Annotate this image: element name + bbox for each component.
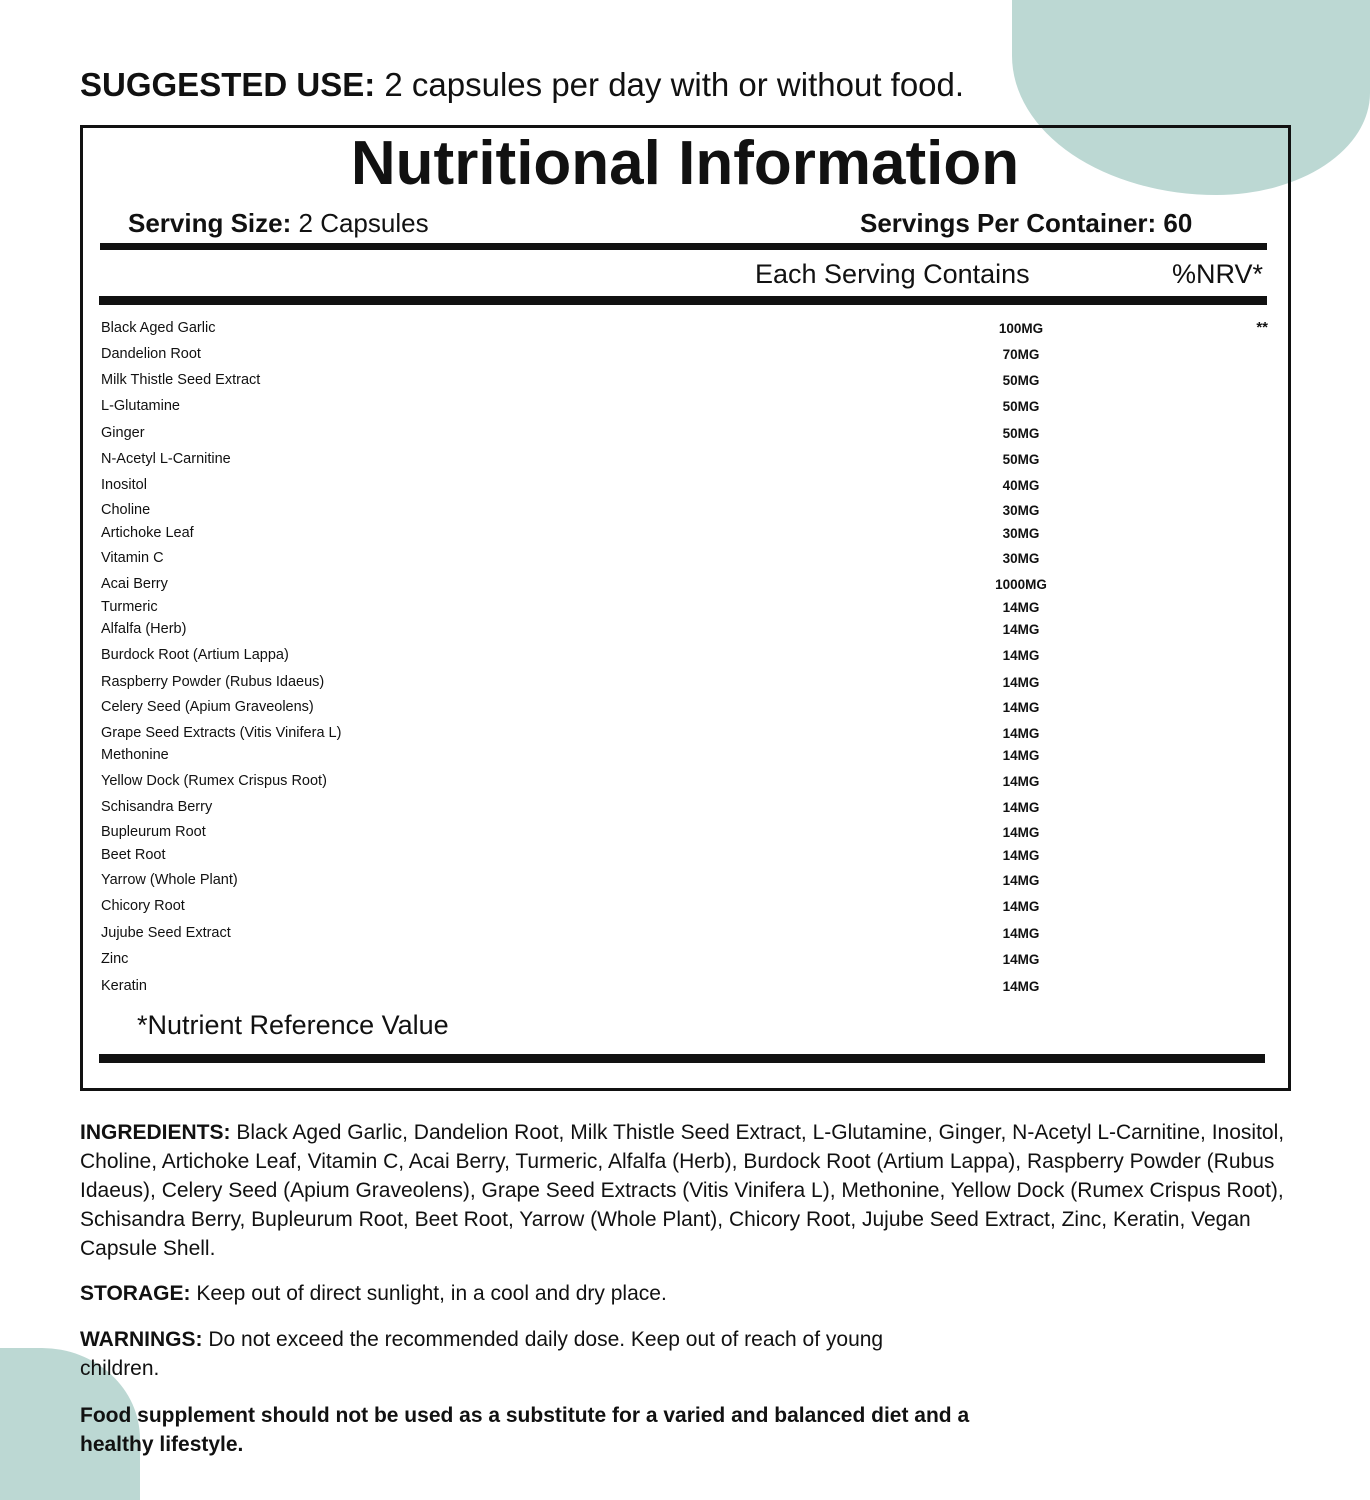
nutrient-name: N-Acetyl L-Carnitine	[101, 451, 231, 467]
suggested-use	[80, 66, 964, 104]
storage	[80, 1279, 1300, 1308]
nutrient-name: Alfalfa (Herb)	[101, 621, 187, 637]
nutrient-name: Celery Seed (Apium Graveolens)	[101, 699, 314, 715]
nutrient-name: Grape Seed Extracts (Vitis Vinifera L)	[101, 725, 342, 741]
nutrient-name: Choline	[101, 502, 151, 518]
nutrient-name: Inositol	[101, 477, 147, 493]
suggested-use-label: SUGGESTED USE:	[80, 66, 376, 103]
nutrient-amount: 14MG	[1002, 926, 1040, 941]
column-header-nrv: %NRV*	[1172, 259, 1264, 289]
nutrient-amount: 14MG	[1002, 700, 1040, 715]
nutrient-name: Keratin	[101, 978, 147, 994]
nutrition-panel	[80, 125, 1291, 1091]
nutrient-amount: 50MG	[1002, 452, 1040, 467]
nutrient-name: L-Glutamine	[101, 398, 180, 414]
divider	[99, 296, 1267, 305]
nutrient-name: Zinc	[101, 951, 129, 967]
nutrient-amount: 14MG	[1002, 899, 1040, 914]
ingredients-text: Black Aged Garlic, Dandelion Root, Milk Thistle Seed Extract, L-Glutamine, Ginger, N-Acetyl L-Carnitine, Inositol, Choline, Artichoke Leaf, Vitamin C, Acai Berry, Turmeric, Alfalfa (Herb), Burdock Root (Artium Lappa), Raspberry Powder (Rubus Idaeus), Celery Seed (Apium Graveolens), Grape Seed Extracts (Vitis Vinifera L), Methonine, Yellow Dock (Rumex Crispus Root), Schisandra Berry, Bupleurum Root, Beet Root, Yarrow (Whole Plant), Chicory Root, Jujube Seed Extract, Zinc, Keratin, Vegan Capsule Shell.	[80, 1121, 1285, 1260]
nutrient-amount: 30MG	[1002, 526, 1040, 541]
nutrient-amount: 14MG	[1002, 825, 1040, 840]
nutrient-name: Raspberry Powder (Rubus Idaeus)	[101, 674, 325, 690]
warnings-text: Do not exceed the recommended daily dose. Keep out of reach of young children.	[80, 1328, 884, 1380]
nutrient-name: Beet Root	[101, 847, 166, 863]
nutrient-amount: 14MG	[1002, 979, 1040, 994]
serving-size-label: Serving Size:	[128, 208, 292, 238]
nutrient-name: Acai Berry	[101, 576, 168, 592]
nutrient-name: Yarrow (Whole Plant)	[101, 872, 238, 888]
nutrient-amount: 14MG	[1002, 600, 1040, 615]
nutrient-amount: 100MG	[998, 321, 1044, 336]
nutrient-name: Ginger	[101, 425, 145, 441]
serving-size	[128, 208, 429, 239]
nutrient-amount: 14MG	[1002, 800, 1040, 815]
storage-label: STORAGE:	[80, 1282, 191, 1305]
nutrient-amount: 70MG	[1002, 347, 1040, 362]
servings-per-container: Servings Per Container: 60	[860, 208, 1193, 238]
nutrient-nrv: **	[1256, 319, 1268, 336]
nutrient-amount: 14MG	[1002, 774, 1040, 789]
divider	[100, 243, 1267, 250]
nutrient-amount: 50MG	[1002, 373, 1040, 388]
nutrient-name: Chicory Root	[101, 898, 185, 914]
disclaimer: Food supplement should not be used as a substitute for a varied and balanced diet and a healthy lifestyle.	[80, 1404, 970, 1456]
ingredients	[80, 1118, 1300, 1263]
nutrient-name: Milk Thistle Seed Extract	[101, 372, 261, 388]
nutrient-amount: 14MG	[1002, 726, 1040, 741]
nutrient-amount: 14MG	[1002, 675, 1040, 690]
nutrient-amount: 50MG	[1002, 426, 1040, 441]
warnings	[80, 1325, 950, 1383]
nutrient-name: Jujube Seed Extract	[101, 925, 231, 941]
nutrient-amount: 14MG	[1002, 748, 1040, 763]
nutrient-name: Dandelion Root	[101, 346, 201, 362]
nutrient-amount: 50MG	[1002, 399, 1040, 414]
nutrient-amount: 14MG	[1002, 873, 1040, 888]
nutrient-amount: 1000MG	[995, 577, 1047, 592]
divider	[99, 1054, 1265, 1063]
column-header-each-serving: Each Serving Contains	[755, 259, 1030, 289]
nutrient-name: Yellow Dock (Rumex Crispus Root)	[101, 773, 327, 789]
nutrient-name: Methonine	[101, 747, 169, 763]
suggested-use-text: 2 capsules per day with or without food.	[384, 66, 965, 103]
storage-text: Keep out of direct sunlight, in a cool and dry place.	[196, 1282, 667, 1305]
nutrient-amount: 30MG	[1002, 551, 1040, 566]
nutrient-amount: 40MG	[1002, 478, 1040, 493]
nutrient-name: Black Aged Garlic	[101, 320, 216, 336]
nutrient-amount: 14MG	[1002, 648, 1040, 663]
warnings-label: WARNINGS:	[80, 1328, 203, 1351]
ingredients-label: INGREDIENTS:	[80, 1121, 231, 1144]
nutrient-name: Vitamin C	[101, 550, 164, 566]
nutrient-name: Turmeric	[101, 599, 158, 615]
nutrient-amount: 14MG	[1002, 952, 1040, 967]
nutrient-name: Schisandra Berry	[101, 799, 213, 815]
serving-size-value: 2 Capsules	[298, 208, 429, 238]
footnote: *Nutrient Reference Value	[137, 1010, 449, 1040]
nutrient-amount: 14MG	[1002, 848, 1040, 863]
panel-title: Nutritional Information	[350, 129, 1020, 198]
nutrient-amount: 30MG	[1002, 503, 1040, 518]
nutrient-name: Burdock Root (Artium Lappa)	[101, 647, 289, 663]
nutrient-name: Bupleurum Root	[101, 824, 206, 840]
nutrient-amount: 14MG	[1002, 622, 1040, 637]
nutrient-name: Artichoke Leaf	[101, 525, 194, 541]
